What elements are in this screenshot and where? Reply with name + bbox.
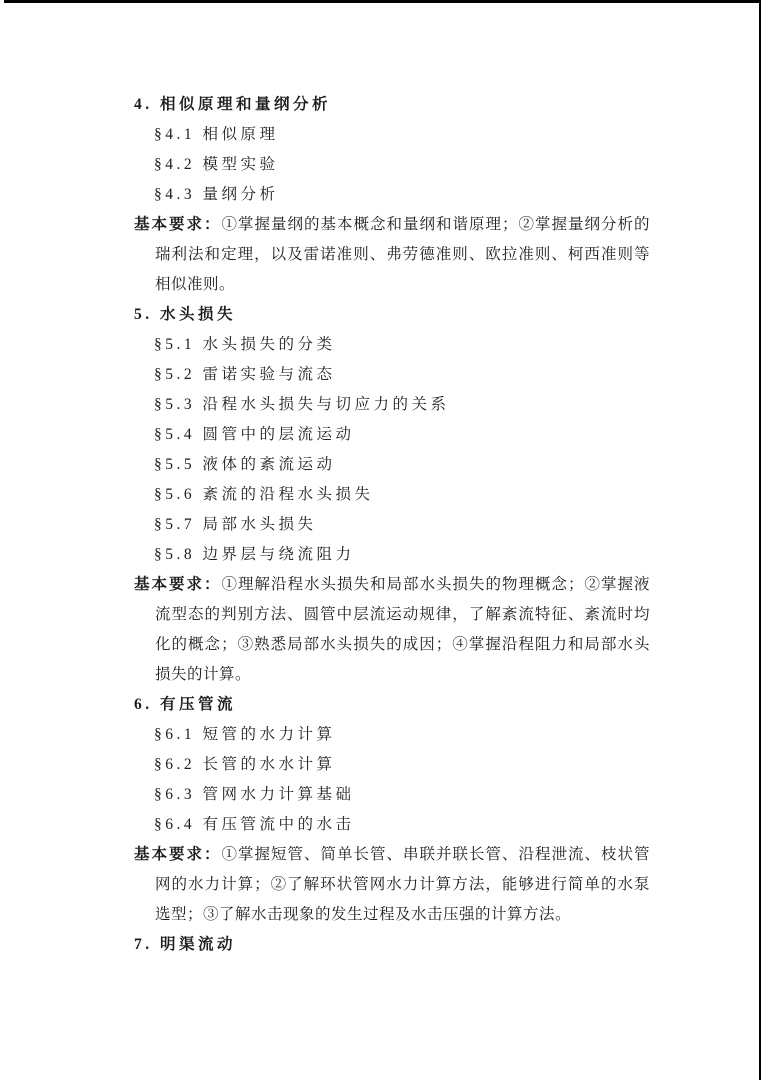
subsection-item: §6.1 短管的水力计算	[154, 726, 336, 743]
section-4	[134, 90, 650, 300]
section-heading: 6. 有压管流	[134, 696, 237, 713]
subsection-item: §6.3 管网水力计算基础	[154, 786, 355, 803]
subsection-item: §5.8 边界层与绕流阻力	[154, 546, 355, 563]
requirement-text: ①掌握量纲的基本概念和量纲和谐原理；②掌握量纲分析的瑞利法和定理，以及雷诺准则、弗劳德准则、欧拉准则、柯西准则等相似准则。	[155, 216, 650, 293]
section-5	[134, 300, 650, 690]
subsection-item: §6.2 长管的水水计算	[154, 756, 336, 773]
section-heading: 7. 明渠流动	[134, 936, 237, 953]
subsection-item: §5.4 圆管中的层流运动	[154, 426, 355, 443]
subsection-item: §5.5 液体的紊流运动	[154, 456, 336, 473]
requirement-text: ①理解沿程水头损失和局部水头损失的物理概念；②掌握液流型态的判别方法、圆管中层流运动规律，了解紊流特征、紊流时均化的概念；③熟悉局部水头损失的成因；④掌握沿程阻力和局部水头损失的计算。	[155, 576, 650, 683]
subsection-item: §4.3 量纲分析	[154, 186, 279, 203]
subsection-item: §4.2 模型实验	[154, 156, 279, 173]
subsection-item: §5.1 水头损失的分类	[154, 336, 336, 353]
subsection-item: §4.1 相似原理	[154, 126, 279, 143]
requirement-label: 基本要求：	[134, 216, 222, 233]
section-7	[134, 930, 650, 960]
subsection-item: §5.7 局部水头损失	[154, 516, 317, 533]
requirement-paragraph	[134, 570, 650, 690]
requirement-paragraph	[134, 210, 650, 300]
requirement-label: 基本要求：	[134, 576, 222, 593]
subsection-item: §5.2 雷诺实验与流态	[154, 366, 336, 383]
requirement-label: 基本要求：	[134, 846, 222, 863]
requirement-paragraph	[134, 840, 650, 930]
requirement-text: ①掌握短管、简单长管、串联并联长管、沿程泄流、枝状管网的水力计算；②了解环状管网水力计算方法，能够进行简单的水泵选型；③了解水击现象的发生过程及水击压强的计算方法。	[155, 846, 650, 923]
section-6	[134, 690, 650, 930]
scan-top-edge	[4, 0, 761, 3]
subsection-item: §5.6 紊流的沿程水头损失	[154, 486, 374, 503]
section-heading: 4. 相似原理和量纲分析	[134, 96, 332, 113]
subsection-item: §5.3 沿程水头损失与切应力的关系	[154, 396, 450, 413]
section-heading: 5. 水头损失	[134, 306, 237, 323]
document-content	[134, 90, 650, 960]
subsection-item: §6.4 有压管流中的水击	[154, 816, 355, 833]
